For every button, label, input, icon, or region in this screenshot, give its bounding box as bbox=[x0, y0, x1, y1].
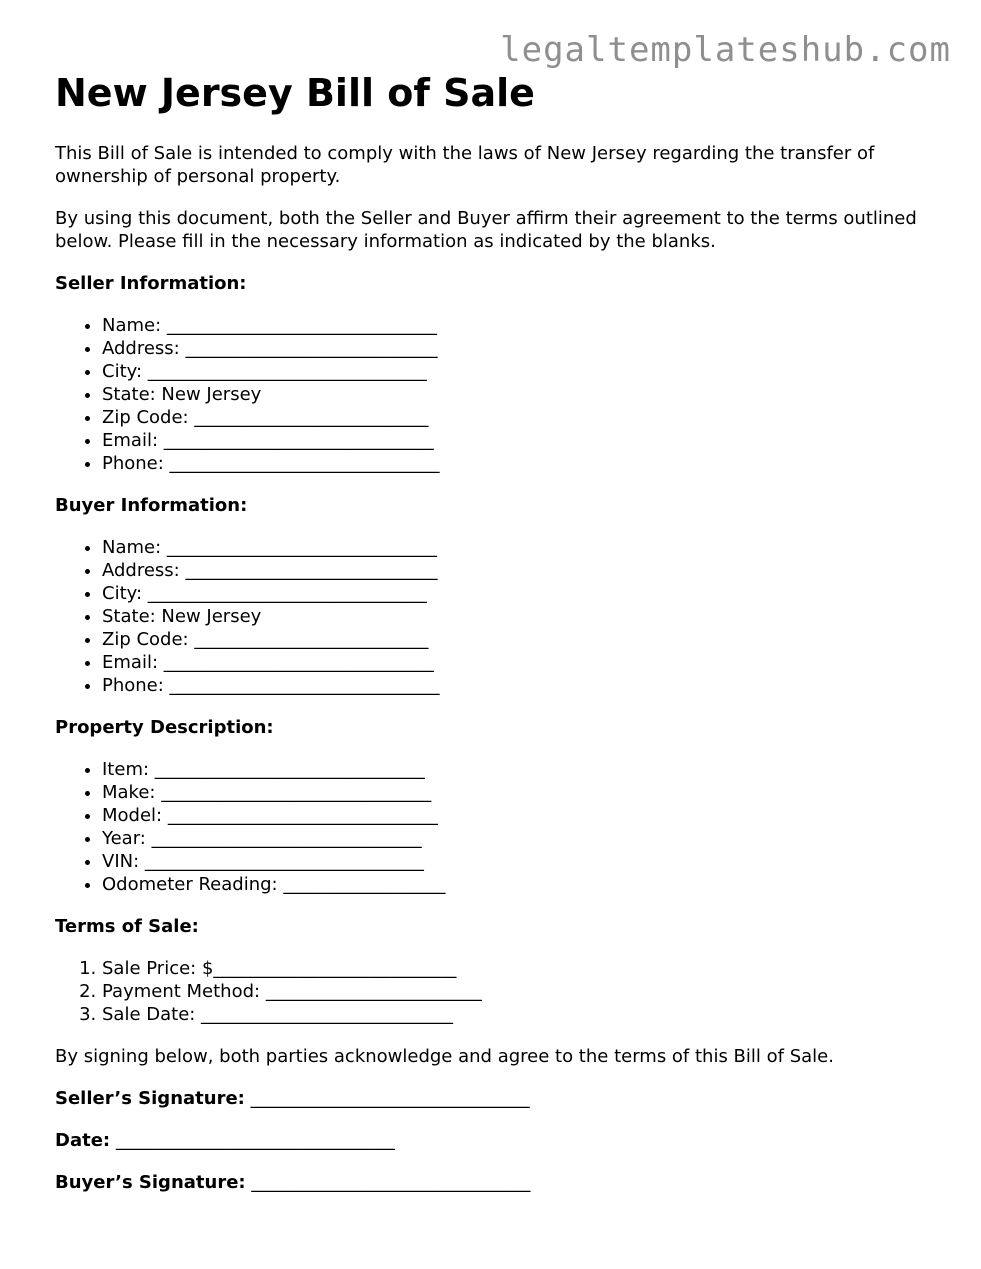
buyer-signature-line bbox=[55, 1171, 935, 1194]
buyer-zip-field: • Zip Code: __________________________ bbox=[102, 628, 935, 651]
seller-signature-blank: _______________________________ bbox=[244, 1088, 530, 1109]
seller-email-field: • Email: ______________________________ bbox=[102, 429, 935, 452]
date-line bbox=[55, 1129, 935, 1152]
terms-list bbox=[55, 957, 935, 1026]
buyer-signature-label: Buyer’s Signature: bbox=[55, 1172, 246, 1193]
seller-info-list bbox=[55, 314, 935, 475]
terms-section-heading: Terms of Sale: bbox=[55, 916, 199, 937]
buyer-email-field: • Email: ______________________________ bbox=[102, 651, 935, 674]
buyer-phone-field: • Phone: ______________________________ bbox=[102, 674, 935, 697]
payment-method-field: 2. Payment Method: ________________________ bbox=[102, 980, 935, 1003]
sale-price-field: 1. Sale Price: $___________________________ bbox=[102, 957, 935, 980]
seller-signature-line bbox=[55, 1087, 935, 1110]
seller-section-heading: Seller Information: bbox=[55, 273, 247, 294]
page-title: New Jersey Bill of Sale bbox=[55, 71, 535, 115]
buyer-name-field: • Name: ______________________________ bbox=[102, 536, 935, 559]
buyer-signature-blank: _______________________________ bbox=[245, 1172, 531, 1193]
seller-state-field: • State: New Jersey bbox=[102, 383, 935, 406]
document-page bbox=[55, 70, 935, 1213]
buyer-address-field: • Address: ____________________________ bbox=[102, 559, 935, 582]
watermark: legaltemplateshub.com bbox=[500, 30, 951, 70]
property-vin-field: • VIN: _______________________________ bbox=[102, 850, 935, 873]
intro-paragraph-1: This Bill of Sale is intended to comply with the laws of New Jersey regarding the transfer of ownership of personal property. bbox=[55, 143, 875, 187]
seller-address-field: • Address: ____________________________ bbox=[102, 337, 935, 360]
buyer-city-field: • City: _______________________________ bbox=[102, 582, 935, 605]
buyer-section-heading: Buyer Information: bbox=[55, 495, 248, 516]
acknowledgement-text: By signing below, both parties acknowledge and agree to the terms of this Bill of Sale. bbox=[55, 1046, 834, 1067]
seller-signature-label: Seller’s Signature: bbox=[55, 1088, 245, 1109]
date-blank: _______________________________ bbox=[110, 1130, 395, 1151]
seller-name-field: • Name: ______________________________ bbox=[102, 314, 935, 337]
property-info-list bbox=[55, 758, 935, 896]
date-label: Date: bbox=[55, 1130, 111, 1151]
property-make-field: • Make: ______________________________ bbox=[102, 781, 935, 804]
seller-city-field: • City: _______________________________ bbox=[102, 360, 935, 383]
seller-phone-field: • Phone: ______________________________ bbox=[102, 452, 935, 475]
sale-date-field: 3. Sale Date: ____________________________ bbox=[102, 1003, 935, 1026]
property-year-field: • Year: ______________________________ bbox=[102, 827, 935, 850]
buyer-state-field: • State: New Jersey bbox=[102, 605, 935, 628]
intro-paragraph-2: By using this document, both the Seller and Buyer affirm their agreement to the terms outlined below. Please fill in the necessary information as indicated by the blanks. bbox=[55, 208, 917, 252]
property-model-field: • Model: ______________________________ bbox=[102, 804, 935, 827]
property-item-field: • Item: ______________________________ bbox=[102, 758, 935, 781]
buyer-info-list bbox=[55, 536, 935, 697]
seller-zip-field: • Zip Code: __________________________ bbox=[102, 406, 935, 429]
property-odometer-field: • Odometer Reading: __________________ bbox=[102, 873, 935, 896]
property-section-heading: Property Description: bbox=[55, 717, 274, 738]
